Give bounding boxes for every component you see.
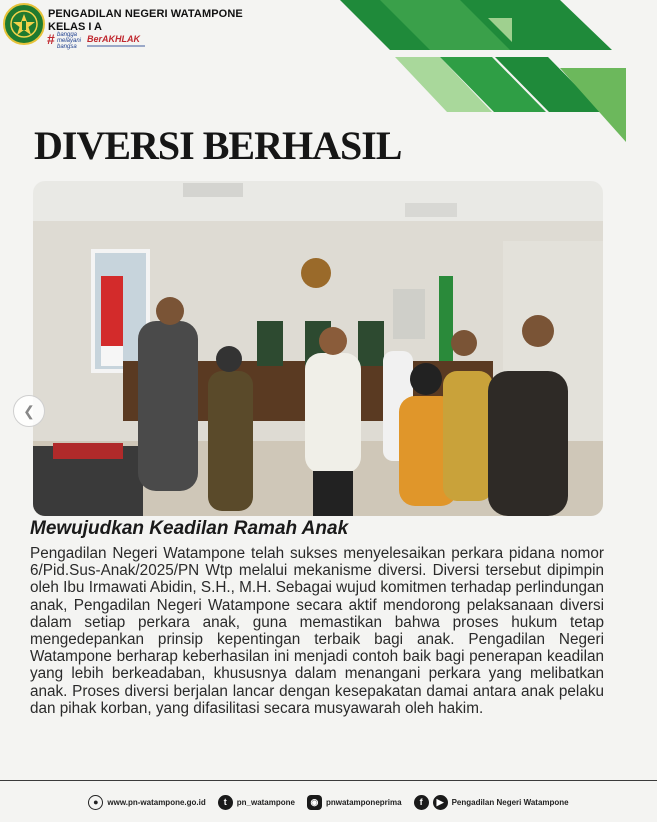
website-label: www.pn-watampone.go.id [107,797,206,807]
twitter-label: pn_watampone [236,797,295,807]
tagline-brand: BerAKHLAK [87,34,141,44]
footer [0,792,657,812]
court-class: KELAS I A [48,21,102,33]
facebook-youtube-label: Pengadilan Negeri Watampone [451,797,569,807]
page-title: DIVERSI BERHASIL [34,123,402,168]
footer-facebook-youtube[interactable] [414,795,569,810]
instagram-icon: ◉ [307,795,322,810]
carousel-prev-button[interactable] [13,395,45,427]
subtitle: Mewujudkan Keadilan Ramah Anak [30,518,349,539]
tagline-hash: # [47,31,55,47]
event-photo [33,181,603,516]
footer-instagram[interactable] [307,795,402,810]
court-name: PENGADILAN NEGERI WATAMPONE [48,8,243,20]
footer-twitter[interactable] [218,795,295,810]
twitter-icon: t [218,795,233,810]
tagline-underline [87,45,145,47]
instagram-label: pnwatamponeprima [325,797,402,807]
facebook-icon: f [414,795,429,810]
globe-icon: ● [88,795,103,810]
tagline-small: bangga melayani bangsa [57,32,82,50]
chevron-left-icon: ❮ [23,402,35,419]
footer-divider [0,780,657,781]
body-paragraph: Pengadilan Negeri Watampone telah sukses menyelesaikan perkara pidana nomor 6/Pid.Sus-Anak/2025/PN Wtp melalui mekanisme diversi. Diversi tersebut dipimpin oleh Ibu Irmawati Abidin, S.H., M.H. Sebagai wujud komitmen terhadap perlindungan anak, Pengadilan Negeri Watampone secara aktif mendorong pelaksanaan diversi dalam setiap perkara anak, guna memastikan bahwa proses hukum tetap mengedepankan prinsip kepentingan terbaik bagi anak. Pengadilan Negeri Watampone berharap keberhasilan ini menjadi contoh baik bagi penerapan keadilan yang lebih berkeadaban, khususnya dalam menangani perkara yang melibatkan anak. Proses diversi berjalan lancar dengan kesepakatan damai antara anak pelaku dan pihak korban, yang difasilitasi secara musyawarah oleh hakim. [30,545,604,717]
court-logo [3,3,45,45]
footer-website[interactable] [88,795,205,810]
youtube-icon: ▶ [433,795,448,810]
